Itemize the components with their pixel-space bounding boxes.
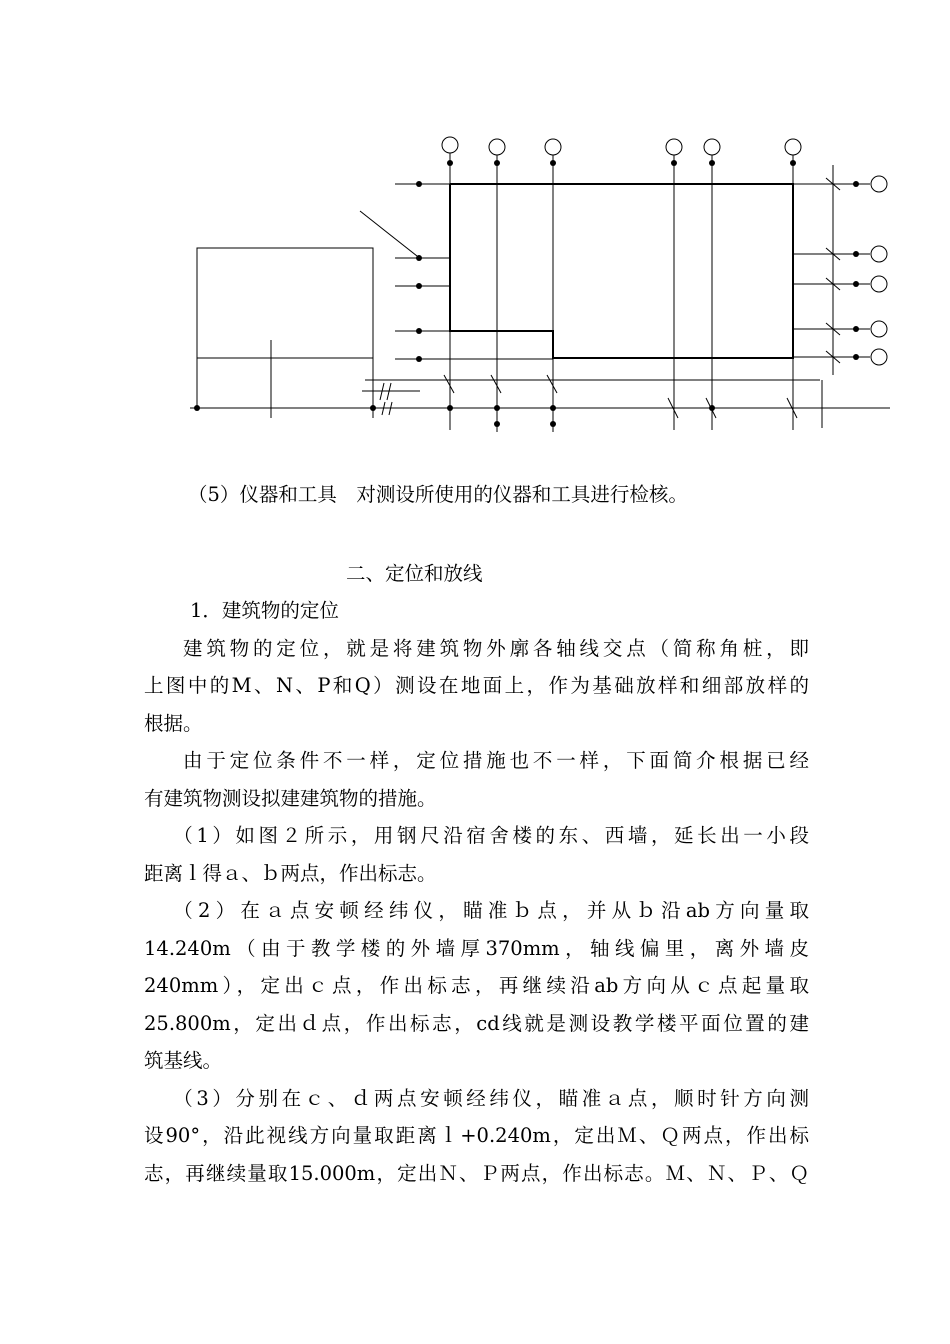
- paragraph-line: 由于定位条件不一样，定位措施也不一样，下面简介根据已经: [183, 749, 809, 772]
- paragraph-line: 根据。: [144, 711, 203, 735]
- paragraph-line: （1）如图２所示，用钢尺沿宿舍楼的东、西墙，延长出一小段: [173, 824, 809, 847]
- axis-circle-top-4: [666, 139, 682, 155]
- paragraph-line: 建筑物的定位，就是将建筑物外廓各轴线交点（简称角桩，即: [183, 636, 809, 660]
- body-text: [144, 476, 809, 1192]
- existing-building: [197, 248, 373, 358]
- building-layout-diagram: [0, 0, 950, 450]
- axis-circle-right-3: [871, 276, 887, 292]
- paragraph-line: （2）在ａ点安顿经纬仪，瞄准ｂ点，并从ｂ沿ab方向量取: [173, 899, 809, 922]
- paragraph-line: 上图中的M、N、P和Q）测设在地面上，作为基础放样和细部放样的: [144, 674, 809, 697]
- axis-circle-right-4: [871, 321, 887, 337]
- axis-circle-top-3: [545, 139, 561, 155]
- paragraph-line: （3）分别在ｃ、ｄ两点安顿经纬仪，瞄准ａ点，顺时针方向测: [173, 1086, 809, 1110]
- paragraph-line: 设90°，沿此视线方向量取距离ｌ+0.240m，定出Ｍ、Ｑ两点，作出标: [144, 1124, 809, 1147]
- axis-circle-top-5: [704, 139, 720, 155]
- paragraph-line: 240mm），定出ｃ点，作出标志，再继续沿ab方向从ｃ点起量取: [144, 974, 809, 997]
- sub-title: 1．建筑物的定位: [190, 599, 339, 622]
- paragraph-line: 志，再继续量取15.000m，定出Ｎ、Ｐ两点，作出标志。Ｍ、Ｎ、Ｐ、Ｑ: [144, 1161, 809, 1185]
- paragraph-line: 25.800m，定出ｄ点，作出标志，cd线就是测设教学楼平面位置的建: [144, 1011, 809, 1035]
- axis-circle-top-6: [785, 139, 801, 155]
- paragraph-line: 距离ｌ得ａ、ｂ两点，作出标志。: [144, 861, 437, 885]
- axis-circle-top-2: [489, 139, 505, 155]
- paragraph-line: 筑基线。: [144, 1049, 223, 1072]
- axis-circle-right-5: [871, 349, 887, 365]
- new-building-outline: [450, 184, 793, 358]
- paragraph-line: 有建筑物测设拟建建筑物的措施。: [144, 786, 437, 810]
- axis-circle-right-1: [871, 176, 887, 192]
- instruments-line: （5）仪器和工具 对测设所使用的仪器和工具进行检核。: [188, 483, 688, 506]
- paragraph-line: 14.240m（由于教学楼的外墙厚370mm，轴线偏里，离外墙皮: [144, 936, 809, 960]
- section-title: 二、定位和放线: [346, 561, 483, 585]
- axis-circle-right-2: [871, 246, 887, 262]
- axis-circle-top-1: [442, 137, 458, 153]
